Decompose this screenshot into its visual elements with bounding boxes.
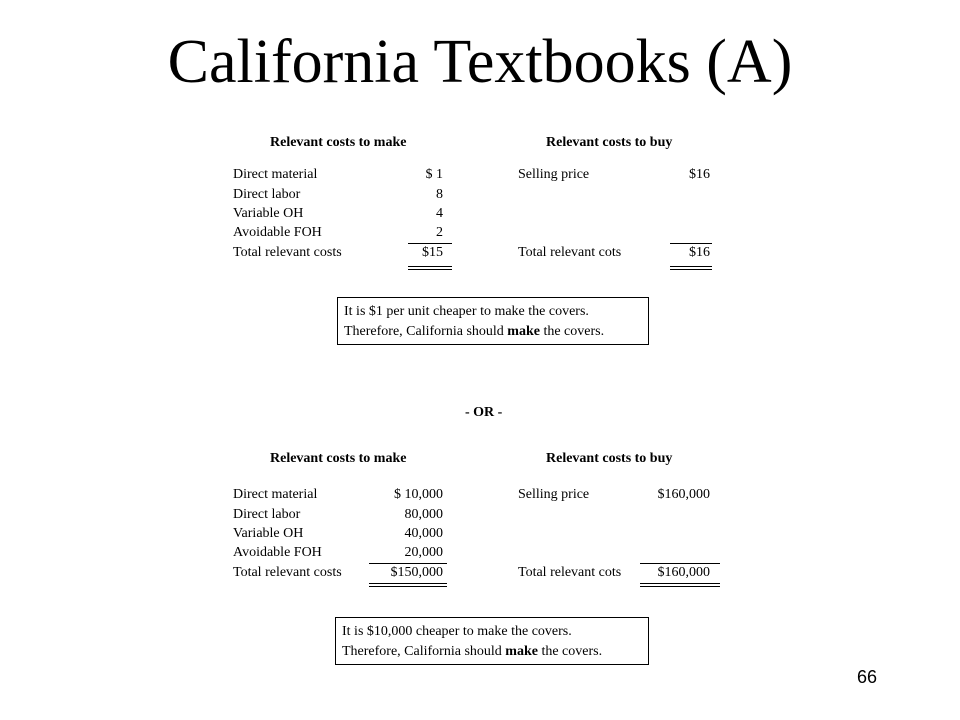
s1-make-value-avoidable-foh: 2 xyxy=(436,225,443,240)
s2-buy-total-label: Total relevant cots xyxy=(518,565,622,580)
section2-buy-header: Relevant costs to buy xyxy=(546,451,673,466)
s1-buy-total-value: $16 xyxy=(689,245,710,260)
s1-make-label-variable-oh: Variable OH xyxy=(233,206,304,221)
s2-make-label-variable-oh: Variable OH xyxy=(233,526,304,541)
s2-buy-label-selling-price: Selling price xyxy=(518,487,590,502)
s1-make-label-direct-material: Direct material xyxy=(233,167,318,182)
s1-make-value-direct-material: $ 1 xyxy=(425,167,443,182)
s2-make-total-double-rule xyxy=(369,583,447,587)
s1-conclusion-emphasis: make xyxy=(507,324,540,339)
s1-make-value-direct-labor: 8 xyxy=(436,187,443,202)
or-separator: - OR - xyxy=(465,405,503,420)
s2-buy-subtotal-rule xyxy=(640,563,720,564)
s2-conclusion-emphasis: make xyxy=(505,644,538,659)
s2-make-value-variable-oh: 40,000 xyxy=(404,526,443,541)
s2-make-value-direct-labor: 80,000 xyxy=(404,507,443,522)
s2-conclusion-line2: Therefore, California should make the covers. xyxy=(342,644,603,659)
section1-buy-header: Relevant costs to buy xyxy=(546,135,673,150)
s2-make-label-direct-labor: Direct labor xyxy=(233,507,301,522)
section1-make-header: Relevant costs to make xyxy=(270,135,407,150)
s2-make-label-avoidable-foh: Avoidable FOH xyxy=(233,545,322,560)
page-title: California Textbooks (A) xyxy=(167,28,793,96)
s1-make-total-double-rule xyxy=(408,266,452,270)
s1-buy-total-label: Total relevant cots xyxy=(518,245,622,260)
page-number: 66 xyxy=(857,667,878,687)
s2-make-value-avoidable-foh: 20,000 xyxy=(404,545,443,560)
s2-buy-total-double-rule xyxy=(640,583,720,587)
s2-make-value-direct-material: $ 10,000 xyxy=(394,487,443,502)
s1-make-total-label: Total relevant costs xyxy=(233,245,342,260)
s2-buy-value-selling-price: $160,000 xyxy=(657,487,710,502)
s1-make-value-variable-oh: 4 xyxy=(436,206,443,221)
s1-conclusion-line2: Therefore, California should make the covers. xyxy=(344,324,605,339)
s2-make-subtotal-rule xyxy=(369,563,447,564)
s2-make-total-label: Total relevant costs xyxy=(233,565,342,580)
s1-make-subtotal-rule xyxy=(408,243,452,244)
s1-buy-subtotal-rule xyxy=(670,243,712,244)
s1-conclusion-line1: It is $1 per unit cheaper to make the covers. xyxy=(344,304,589,319)
s1-buy-total-double-rule xyxy=(670,266,712,270)
s2-conclusion-line1: It is $10,000 cheaper to make the covers. xyxy=(342,624,572,639)
s1-buy-value-selling-price: $16 xyxy=(689,167,710,182)
s1-make-total-value: $15 xyxy=(422,245,443,260)
s2-conclusion-box xyxy=(335,617,649,665)
s1-conclusion-box xyxy=(337,297,649,345)
s1-buy-label-selling-price: Selling price xyxy=(518,167,590,182)
section2-make-header: Relevant costs to make xyxy=(270,451,407,466)
s1-make-label-direct-labor: Direct labor xyxy=(233,187,301,202)
s1-make-label-avoidable-foh: Avoidable FOH xyxy=(233,225,322,240)
s2-make-label-direct-material: Direct material xyxy=(233,487,318,502)
s2-buy-total-value: $160,000 xyxy=(657,565,710,580)
s2-make-total-value: $150,000 xyxy=(390,565,443,580)
